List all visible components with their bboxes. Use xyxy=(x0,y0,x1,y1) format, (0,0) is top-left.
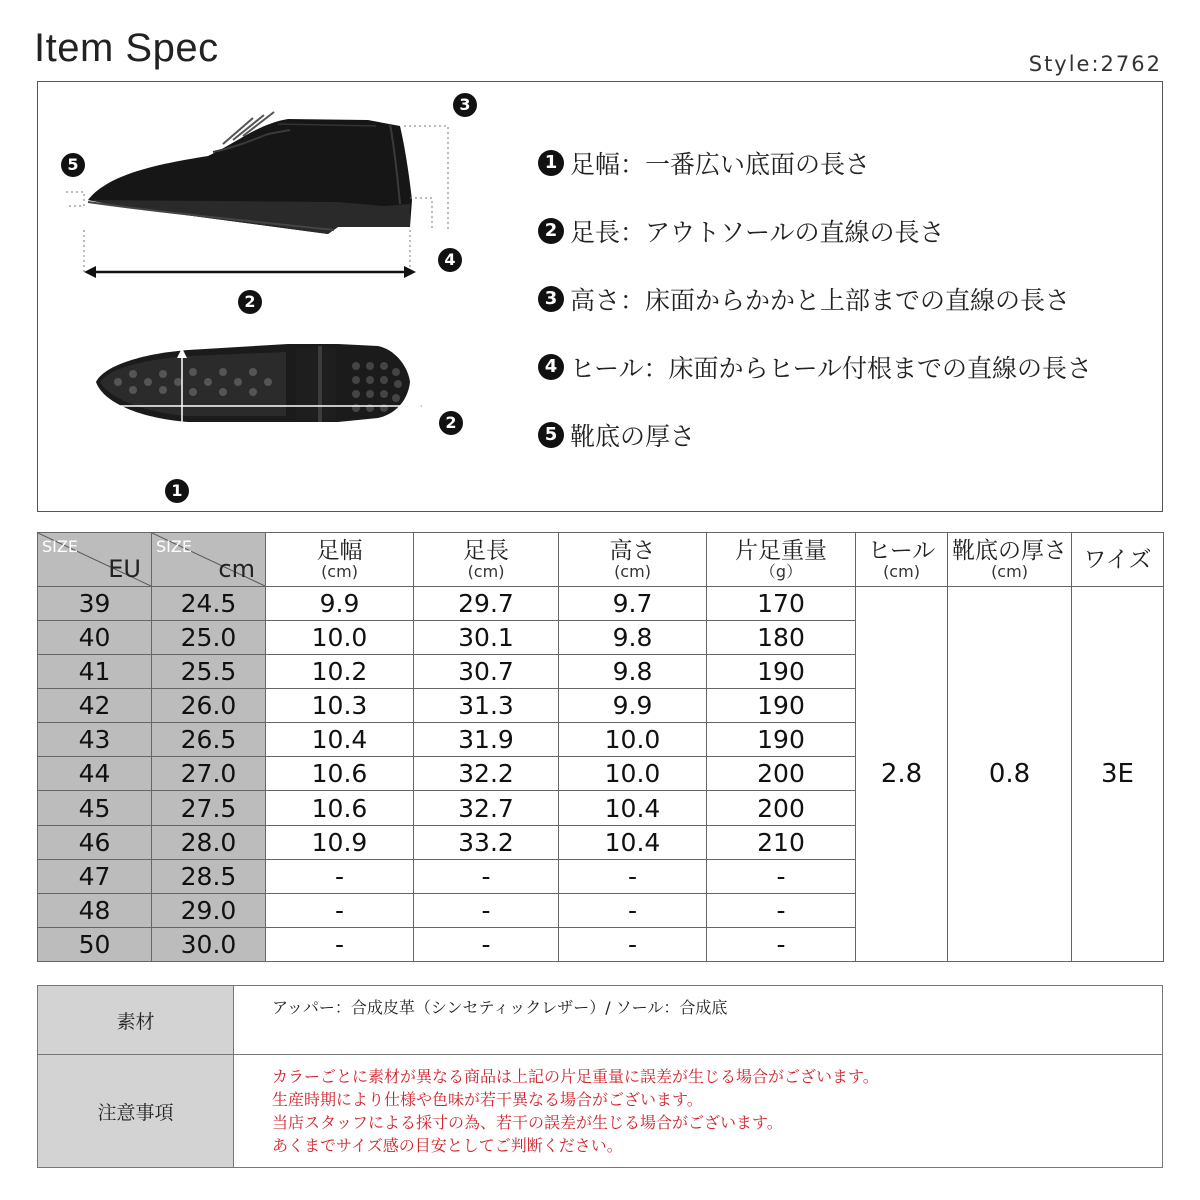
cell-sole: 0.8 xyxy=(948,587,1072,962)
marker-2-top-icon: 2 xyxy=(238,290,262,314)
cell-width: 10.0 xyxy=(266,621,414,655)
cell-height: 9.8 xyxy=(559,655,707,689)
cell-weight: 170 xyxy=(707,587,856,621)
cell-eu: 42 xyxy=(38,689,152,723)
cell-eu: 41 xyxy=(38,655,152,689)
cell-length: 32.2 xyxy=(414,757,559,791)
cell-eu: 44 xyxy=(38,757,152,791)
cell-weight: 200 xyxy=(707,791,856,825)
cell-width: 9.9 xyxy=(266,587,414,621)
cell-eu: 46 xyxy=(38,825,152,859)
cell-width: 10.3 xyxy=(266,689,414,723)
cell-width: - xyxy=(266,893,414,927)
marker-1-icon: 1 xyxy=(165,479,189,503)
cell-eu: 47 xyxy=(38,859,152,893)
cell-length: 30.1 xyxy=(414,621,559,655)
marker-5-icon: 5 xyxy=(61,153,85,177)
marker-2-bottom-icon: 2 xyxy=(439,411,463,435)
legend-text: ヒール：床面からヒール付根までの直線の長さ xyxy=(570,354,1093,383)
cell-eu: 40 xyxy=(38,621,152,655)
header-wise: ワイズ xyxy=(1072,533,1164,587)
cell-height: 10.4 xyxy=(559,825,707,859)
cell-length: - xyxy=(414,927,559,961)
cell-eu: 45 xyxy=(38,791,152,825)
cell-wise: 3E xyxy=(1072,587,1164,962)
header-size-eu: SIZE EU xyxy=(38,533,152,587)
caution-line: 生産時期により仕様や色味が若干異なる場合がございます。 xyxy=(272,1090,703,1109)
cell-height: 10.4 xyxy=(559,791,707,825)
legend-text: 足長：アウトソールの直線の長さ xyxy=(570,218,945,247)
cell-width: 10.2 xyxy=(266,655,414,689)
size-table xyxy=(37,532,1164,962)
cell-height: 10.0 xyxy=(559,723,707,757)
cell-cm: 25.5 xyxy=(152,655,266,689)
cell-length: 29.7 xyxy=(414,587,559,621)
cell-eu: 39 xyxy=(38,587,152,621)
marker-3-icon: 3 xyxy=(453,93,477,117)
cell-eu: 50 xyxy=(38,927,152,961)
cell-cm: 28.5 xyxy=(152,859,266,893)
legend-item-3 xyxy=(538,281,1070,317)
caution-label: 注意事項 xyxy=(38,1055,234,1168)
cell-height: - xyxy=(559,859,707,893)
legend-text: 足幅：一番広い底面の長さ xyxy=(570,150,871,179)
cell-cm: 26.5 xyxy=(152,723,266,757)
number-5-icon: 5 xyxy=(538,422,564,448)
number-2-icon: 2 xyxy=(538,218,564,244)
cell-width: - xyxy=(266,859,414,893)
cell-weight: - xyxy=(707,927,856,961)
cell-length: 31.9 xyxy=(414,723,559,757)
caution-line: あくまでサイズ感の目安としてご判断ください。 xyxy=(272,1136,623,1155)
number-1-icon: 1 xyxy=(538,150,564,176)
cell-height: - xyxy=(559,893,707,927)
cell-width: 10.4 xyxy=(266,723,414,757)
header-sole: 靴底の厚さ (cm) xyxy=(948,533,1072,587)
header-width: 足幅 (cm) xyxy=(266,533,414,587)
cell-height: 9.7 xyxy=(559,587,707,621)
material-label: 素材 xyxy=(38,986,234,1055)
measurement-diagram-panel xyxy=(37,81,1163,512)
cell-height: 10.0 xyxy=(559,757,707,791)
cell-cm: 24.5 xyxy=(152,587,266,621)
cell-cm: 29.0 xyxy=(152,893,266,927)
cell-weight: 200 xyxy=(707,757,856,791)
notes-table xyxy=(37,985,1163,1168)
legend-item-4 xyxy=(538,349,1092,385)
cell-height: 9.9 xyxy=(559,689,707,723)
cell-length: 33.2 xyxy=(414,825,559,859)
number-4-icon: 4 xyxy=(538,354,564,380)
cell-length: 32.7 xyxy=(414,791,559,825)
caution-line: 当店スタッフによる採寸の為、若干の誤差が生じる場合がございます。 xyxy=(272,1113,783,1132)
cell-length: 30.7 xyxy=(414,655,559,689)
cell-cm: 27.5 xyxy=(152,791,266,825)
shoe-sole-view xyxy=(96,344,410,422)
legend-item-5 xyxy=(538,417,695,453)
cell-weight: - xyxy=(707,893,856,927)
number-3-icon: 3 xyxy=(538,286,564,312)
header-length: 足長 (cm) xyxy=(414,533,559,587)
cell-width: 10.6 xyxy=(266,757,414,791)
cell-length: - xyxy=(414,893,559,927)
legend-item-1 xyxy=(538,145,870,181)
shoe-side-view xyxy=(88,112,412,234)
cell-weight: 180 xyxy=(707,621,856,655)
cell-cm: 30.0 xyxy=(152,927,266,961)
header-size-cm: SIZE cm xyxy=(152,533,266,587)
cell-cm: 26.0 xyxy=(152,689,266,723)
legend-text: 高さ：床面からかかと上部までの直線の長さ xyxy=(570,286,1071,315)
material-text: アッパー：合成皮革（シンセティックレザー）/ ソール：合成底 xyxy=(234,986,1163,1055)
cell-weight: 210 xyxy=(707,825,856,859)
cell-width: 10.6 xyxy=(266,791,414,825)
header-height: 高さ (cm) xyxy=(559,533,707,587)
caution-line: カラーごとに素材が異なる商品は上記の片足重量に誤差が生じる場合がございます。 xyxy=(272,1067,879,1086)
cell-height: - xyxy=(559,927,707,961)
cell-weight: 190 xyxy=(707,723,856,757)
header-heel: ヒール (cm) xyxy=(856,533,948,587)
cell-eu: 43 xyxy=(38,723,152,757)
cell-width: - xyxy=(266,927,414,961)
cell-cm: 28.0 xyxy=(152,825,266,859)
cell-cm: 25.0 xyxy=(152,621,266,655)
marker-4-icon: 4 xyxy=(438,248,462,272)
cell-weight: - xyxy=(707,859,856,893)
style-number: Style:2762 xyxy=(1028,52,1162,76)
caution-text xyxy=(234,1055,1163,1168)
header-weight: 片足重量 （g） xyxy=(707,533,856,587)
legend-item-2 xyxy=(538,213,945,249)
cell-cm: 27.0 xyxy=(152,757,266,791)
cell-heel: 2.8 xyxy=(856,587,948,962)
cell-weight: 190 xyxy=(707,655,856,689)
shoe-illustration xyxy=(38,82,508,513)
cell-weight: 190 xyxy=(707,689,856,723)
cell-length: - xyxy=(414,859,559,893)
legend-text: 靴底の厚さ xyxy=(570,422,696,451)
page-title: Item Spec xyxy=(34,26,219,70)
cell-width: 10.9 xyxy=(266,825,414,859)
table-row xyxy=(38,587,1164,621)
cell-length: 31.3 xyxy=(414,689,559,723)
cell-eu: 48 xyxy=(38,893,152,927)
cell-height: 9.8 xyxy=(559,621,707,655)
